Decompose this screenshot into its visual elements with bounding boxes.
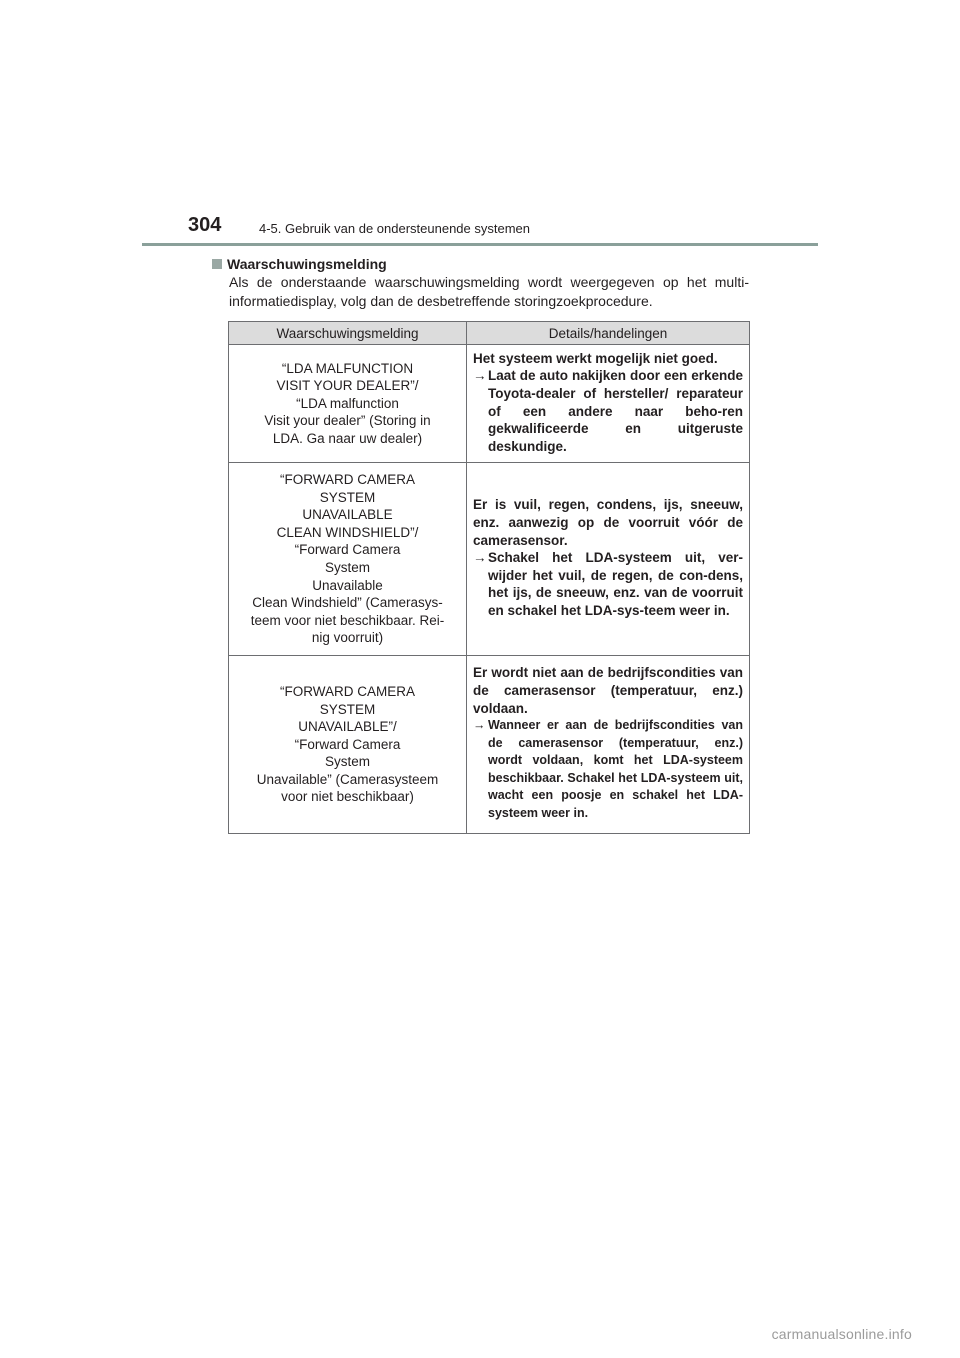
remedy-item bbox=[473, 549, 743, 619]
details-cell bbox=[467, 656, 750, 834]
remedy-item bbox=[473, 717, 743, 823]
warning-message-cell bbox=[229, 463, 467, 656]
cause-text: Het systeem werkt mogelijk niet goed. bbox=[473, 350, 718, 366]
table-header-row bbox=[229, 322, 750, 345]
column-header-details: Details/handelingen bbox=[467, 322, 750, 345]
arrow-right-icon: → bbox=[473, 718, 486, 733]
cause-text: Er wordt niet aan de bedrijfscondities van de camerasensor (temperatuur, enz.) voldaan. bbox=[473, 665, 743, 716]
watermark: carmanualsonline.info bbox=[771, 1326, 912, 1342]
page-number: 304 bbox=[188, 214, 222, 236]
remedy-item bbox=[473, 367, 743, 455]
warning-message-table bbox=[228, 321, 750, 834]
subheading bbox=[212, 256, 387, 272]
remedy-text: Laat de auto nakijken door een erkende Toyota-dealer of hersteller/ reparateur of een andere naar beho-ren gekwalificeerde en uitgeruste deskundige. bbox=[488, 368, 743, 454]
warning-message-text: “FORWARD CAMERA SYSTEM UNAVAILABLE”/ “Forward Camera System Unavailable” (Camerasysteem voor niet beschikbaar) bbox=[256, 683, 439, 805]
column-header-message: Waarschuwingsmelding bbox=[229, 322, 467, 345]
intro-paragraph: Als de onderstaande waarschuwingsmelding wordt weergegeven op het multi-informatiedisplay, volg dan de desbetreffende storingzoekprocedure. bbox=[229, 274, 749, 309]
warning-message-cell bbox=[229, 656, 467, 834]
header-divider bbox=[142, 243, 818, 246]
warning-message-text: “FORWARD CAMERA SYSTEM UNAVAILABLE CLEAN WINDSHIELD”/ “Forward Camera System Unavailable Clean Windshield” (Camerasys- teem voor niet beschikbaar. Rei- nig voorruit) bbox=[250, 472, 445, 646]
cause-text: Er is vuil, regen, condens, ijs, sneeuw, enz. aanwezig op de voorruit vóór de camerasensor. bbox=[473, 497, 743, 548]
details-cell bbox=[467, 463, 750, 656]
square-bullet-icon bbox=[212, 259, 222, 269]
warning-message-text: “LDA MALFUNCTION VISIT YOUR DEALER”/ “LDA malfunction Visit your dealer” (Storing in LDA. Ga naar uw dealer) bbox=[264, 360, 431, 446]
arrow-right-icon: → bbox=[473, 368, 487, 384]
table-row bbox=[229, 345, 750, 463]
arrow-right-icon: → bbox=[473, 550, 487, 566]
remedy-text: Wanneer er aan de bedrijfscondities van de camerasensor (temperatuur, enz.) wordt voldaan, komt het LDA-systeem beschikbaar. Schakel het LDA-systeem uit, wacht een poosje en schakel het LDA-systeem weer in. bbox=[488, 718, 743, 821]
details-cell bbox=[467, 345, 750, 463]
warning-message-cell bbox=[229, 345, 467, 463]
subheading-text: Waarschuwingsmelding bbox=[227, 256, 387, 272]
remedy-text: Schakel het LDA-systeem uit, ver-wijder het vuil, de regen, de con-dens, het ijs, de sneeuw, enz. van de voorruit en schakel het LDA-sys-teem weer in. bbox=[488, 550, 743, 618]
table-row bbox=[229, 463, 750, 656]
table-row bbox=[229, 656, 750, 834]
section-title: 4-5. Gebruik van de ondersteunende systemen bbox=[259, 221, 531, 236]
